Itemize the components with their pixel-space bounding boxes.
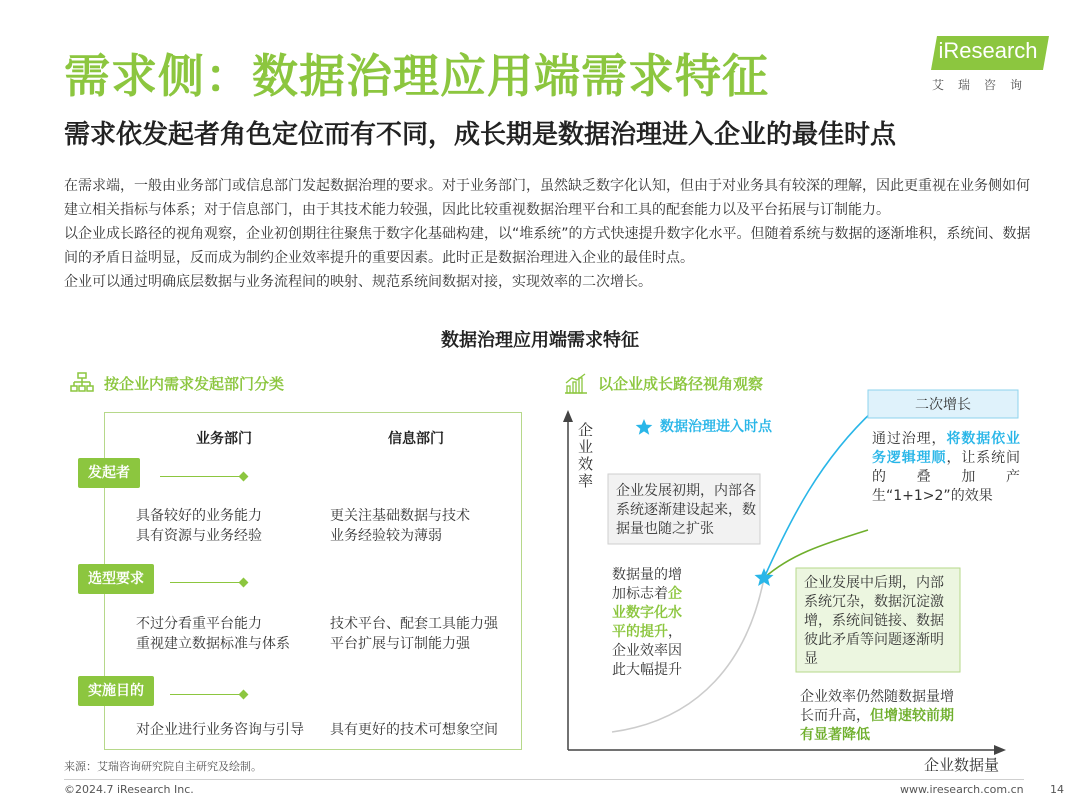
tag-initiator: 发起者	[78, 458, 140, 488]
note-left-highlight: 企业数字化水平的提升	[612, 586, 682, 640]
cell-it-purpose: 具有更好的技术可想象空间	[330, 722, 498, 738]
note-top-text-1: 通过治理，	[872, 431, 947, 447]
star-entry-point	[755, 568, 774, 586]
y-axis-label: 企业效率	[578, 421, 594, 490]
y-axis-arrow	[563, 410, 573, 422]
copyright-text: ©2024.7 iResearch Inc.	[64, 783, 194, 796]
cell-it-selection-text: 技术平台、配套工具能力强 平台扩展与订制能力强	[330, 616, 498, 652]
intro-paragraph-1: 在需求端，一般由业务部门或信息部门发起数据治理的要求。对于业务部门，虽然缺乏数字化认知，但由于对业务具有较深的理解，因此更重视在业务侧如何建立相关指标与体系；对于信息部门，由于其技术能力较强，因此比较重视数据治理平台和工具的配套能力以及平台拓展与订制能力。	[64, 178, 1030, 218]
note-top-highlight: 将数据依业务逻辑理顺	[872, 431, 1021, 466]
curve-second-growth	[764, 410, 874, 578]
footer-divider	[64, 779, 1024, 780]
note-bottom	[800, 688, 960, 745]
cell-business-selection-text: 不过分看重平台能力 重视建立数据标准与体系	[136, 616, 290, 652]
column-header-business: 业务部门	[196, 431, 252, 447]
box-early-text: 企业发展初期，内部各系统逐渐建设起来，数据量也随之扩张	[616, 483, 756, 537]
note-left-text-2: ，企业效率因此大幅提升	[612, 624, 682, 678]
cell-it-initiator-text: 更关注基础数据与技术 业务经验较为薄弱	[330, 508, 470, 544]
note-top	[872, 430, 1020, 506]
cell-business-initiator-text: 具备较好的业务能力 具有资源与业务经验	[136, 508, 262, 544]
intro-paragraph-2: 以企业成长路径的视角观察，企业初创期往往聚焦于数字化基础构建，以“堆系统”的方式快速提升数字化水平。但随着系统与数据的逐渐堆积，系统间、数据间的矛盾日益明显，反而成为制约企业效率提升的重要因素。此时正是数据治理进入企业的最佳时点。	[64, 226, 1031, 266]
star-legend-icon	[636, 419, 653, 435]
figure-title: 数据治理应用端需求特征	[441, 330, 639, 351]
note-top-text-2: ，让系统间的叠加产生“1+1>2”的效果	[872, 450, 1021, 504]
tag-purpose: 实施目的	[78, 676, 154, 706]
note-left	[612, 566, 694, 680]
x-axis-arrow	[994, 745, 1006, 755]
logo-text: iResearch	[938, 38, 1038, 63]
page-number: 14	[1050, 783, 1064, 796]
column-header-it: 信息部门	[388, 431, 444, 447]
tag-selection: 选型要求	[78, 564, 154, 594]
note-bottom-highlight: 但增速较前期有显著降低	[800, 708, 954, 743]
note-left-text-1: 数据量的增加标志着	[612, 567, 682, 602]
box-late-text: 企业发展中后期，内部系统冗杂，数据沉淀激增，系统间链接、数据彼此矛盾等问题逐渐明显	[804, 575, 944, 667]
left-section-title: 按企业内需求发起部门分类	[104, 375, 285, 393]
website-link[interactable]: www.iresearch.com.cn	[900, 783, 1024, 796]
intro-paragraph-3: 企业可以通过明确底层数据与业务流程间的映射、规范系统间数据对接，实现效率的二次增长。	[64, 274, 652, 290]
cell-business-purpose: 对企业进行业务咨询与引导	[136, 722, 304, 738]
page-title: 需求侧：数据治理应用端需求特征	[64, 49, 769, 103]
logo-subtext: 艾瑞咨询	[932, 78, 1037, 92]
note-bottom-text-1: 企业效率仍然随数据量增长而升高，	[800, 689, 954, 724]
second-growth-label: 二次增长	[915, 397, 971, 413]
star-annotation-label: 数据治理进入时点	[660, 419, 772, 435]
x-axis-label: 企业数据量	[924, 756, 1000, 774]
page-subtitle: 需求依发起者角色定位而有不同，成长期是数据治理进入企业的最佳时点	[64, 120, 897, 150]
source-note: 来源：艾瑞咨询研究院自主研究及绘制。	[64, 760, 262, 773]
right-section-title: 以企业成长路径视角观察	[598, 375, 764, 393]
